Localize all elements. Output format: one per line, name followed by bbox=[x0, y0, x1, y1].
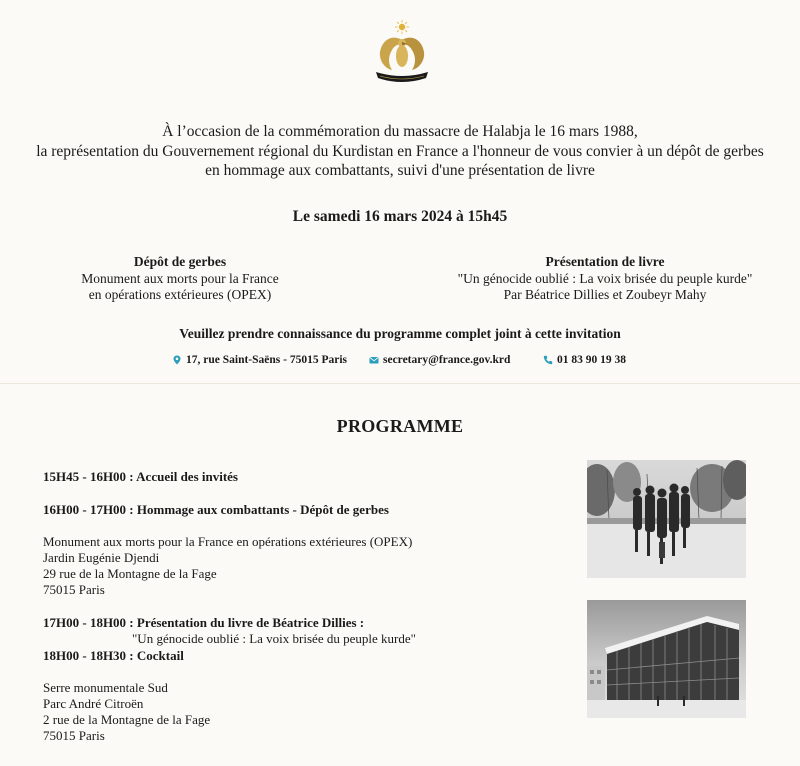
presentation-block bbox=[420, 254, 790, 304]
opex-monument-photo bbox=[587, 460, 746, 578]
venue2-line-4: 75015 Paris bbox=[43, 728, 105, 743]
contact-phone[interactable] bbox=[543, 354, 626, 366]
depot-line-1: Monument aux morts pour la France bbox=[81, 270, 279, 286]
contact-address bbox=[172, 354, 347, 366]
venue2-line-1: Serre monumentale Sud bbox=[43, 680, 168, 695]
venue2-line-2: Parc André Citroën bbox=[43, 696, 144, 711]
venue2-line-3: 2 rue de la Montagne de la Fage bbox=[43, 712, 211, 727]
programme-item-2: 16H00 - 17H00 : Hommage aux combattants - Dépôt de gerbes bbox=[43, 502, 389, 517]
envelope-icon bbox=[369, 355, 379, 365]
venue1-line-4: 75015 Paris bbox=[43, 582, 105, 597]
presentation-title: Présentation de livre bbox=[545, 254, 665, 269]
phone-icon bbox=[543, 355, 553, 365]
event-date: Le samedi 16 mars 2024 à 15h45 bbox=[292, 208, 508, 225]
programme-item-1: 15H45 - 16H00 : Accueil des invités bbox=[43, 469, 238, 484]
depot-block bbox=[30, 254, 330, 304]
contact-email[interactable] bbox=[369, 354, 510, 366]
presentation-authors: Par Béatrice Dillies et Zoubeyr Mahy bbox=[503, 287, 707, 302]
presentation-book: "Un génocide oublié : La voix brisée du peuple kurde" bbox=[457, 270, 753, 286]
intro-line-3: en hommage aux combattants, suivi d'une présentation de livre bbox=[205, 162, 595, 179]
programme-notice: Veuillez prendre connaissance du programme complet joint à cette invitation bbox=[179, 326, 621, 341]
kurdistan-emblem-icon bbox=[366, 18, 438, 88]
programme-item-3: 17H00 - 18H00 : Présentation du livre de Béatrice Dillies : bbox=[43, 615, 365, 630]
depot-line-2: en opérations extérieures (OPEX) bbox=[88, 287, 272, 302]
map-pin-icon bbox=[172, 355, 182, 365]
contact-email-text[interactable]: secretary@france.gov.krd bbox=[383, 354, 511, 366]
contact-phone-text[interactable]: 01 83 90 19 38 bbox=[557, 354, 626, 366]
venue1-line-3: 29 rue de la Montagne de la Fage bbox=[43, 566, 217, 581]
programme-item-3-book: "Un génocide oublié : La voix brisée du peuple kurde" bbox=[132, 631, 416, 646]
intro-line-1: À l’occasion de la commémoration du massacre de Halabja le 16 mars 1988, bbox=[162, 123, 638, 140]
programme-title: PROGRAMME bbox=[336, 416, 464, 436]
intro-line-2: la représentation du Gouvernement régional du Kurdistan en France a l'honneur de vous convier à un dépôt de gerbes bbox=[36, 142, 764, 160]
contact-address-text: 17, rue Saint-Saëns - 75015 Paris bbox=[186, 354, 347, 366]
depot-title: Dépôt de gerbes bbox=[133, 254, 227, 269]
parc-andre-citroen-photo bbox=[587, 600, 746, 718]
venue1-line-2: Jardin Eugénie Djendi bbox=[43, 550, 160, 565]
section-divider bbox=[0, 383, 800, 384]
intro-paragraph bbox=[0, 122, 800, 181]
programme-item-4: 18H00 - 18H30 : Cocktail bbox=[43, 648, 184, 663]
venue1-line-1: Monument aux morts pour la France en opérations extérieures (OPEX) bbox=[43, 534, 413, 549]
